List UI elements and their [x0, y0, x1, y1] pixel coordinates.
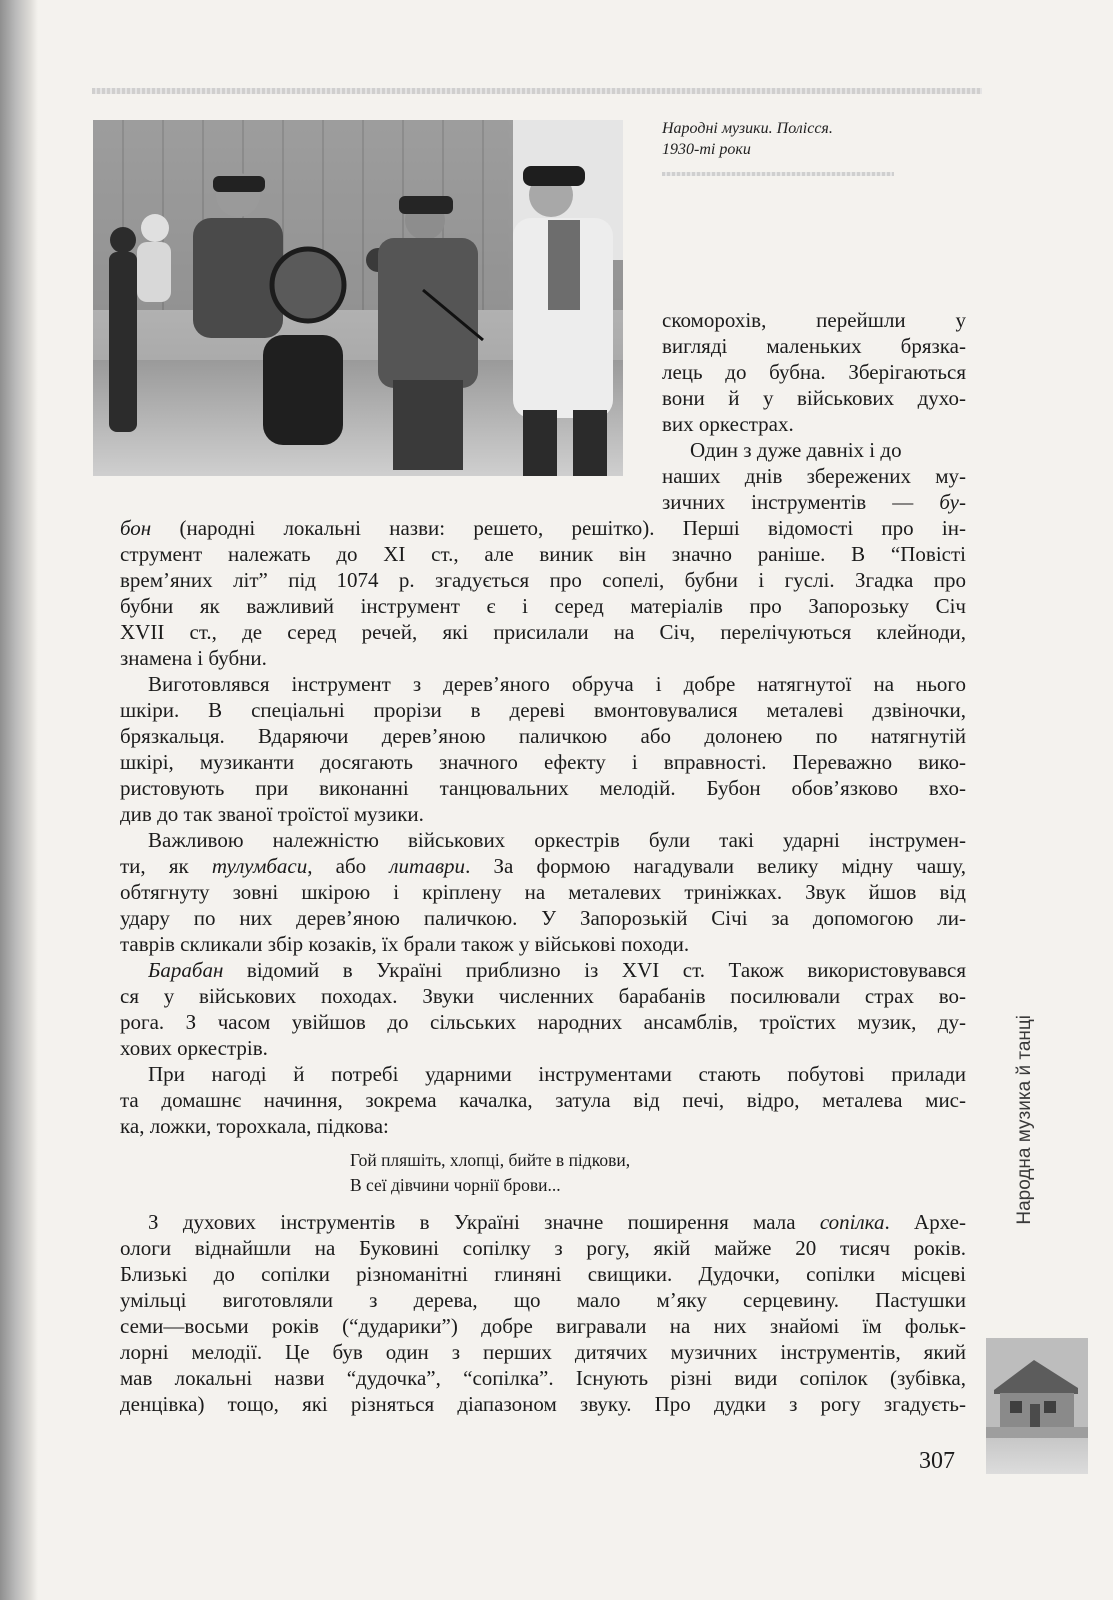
caption-rule: [662, 172, 894, 176]
p6-line-8: денцівка) тощо, які різняться діапазоном звуку. Про дудки з рогу згадуєть-: [120, 1392, 966, 1416]
term-baraban: Барабан: [148, 958, 224, 982]
p4-line-2: ся у військових походах. Звуки численних барабанів посилювали страх во-: [120, 984, 966, 1008]
narrow-line-5: вих оркестрах.: [662, 412, 794, 436]
narrow-line-3: лець до бубна. Зберігаються: [662, 360, 966, 384]
narrow-line-6: Один з дуже давніх і до: [690, 438, 902, 462]
p2-line-4: шкірі, музиканти досягають значного ефекту і вправності. Переважно вико-: [120, 750, 966, 774]
p1-line-3: врем’яних літ” під 1074 р. згадується про сопелі, бубни і гуслі. Згадка про: [120, 568, 966, 592]
verse-line-1: Гой пляшіть, хлопці, бийте в підкови,: [350, 1150, 631, 1170]
p6-line-1-a: З духових інструментів в Україні значне поширення мала: [148, 1210, 820, 1234]
p5-line-3: ка, ложки, торохкала, підкова:: [120, 1114, 389, 1138]
term-lytavry: литаври: [389, 854, 466, 878]
p1-line-1: [120, 515, 966, 541]
verse-line-2: В сеї дівчини чорнії брови...: [350, 1175, 561, 1195]
p6-line-4: умільці виготовляли з дерева, що мало м’яку серцевину. Пастушки: [120, 1288, 966, 1312]
narrow-line-8-italic: бу-: [939, 490, 966, 514]
section-thumb-strip: [986, 1438, 1088, 1474]
p2-line-3: брязкальця. Вдаряючи дерев’яною паличкою або долонею по натягнутій: [120, 724, 966, 748]
p3-line-3: обтягнуту зовні шкірою і кріплену на металевих триніжках. Звук йшов від: [120, 880, 966, 904]
narrow-line-7: наших днів збережених му-: [662, 464, 966, 488]
section-side-title-text: Народна музика й танці: [1014, 1015, 1035, 1225]
p2-line-5: ристовують при виконанні танцювальних мелодій. Бубон обов’язково вхо-: [120, 776, 966, 800]
page-number: 307: [919, 1448, 955, 1474]
p3-line-2-a: ти, як: [120, 854, 212, 878]
p2-line-2: шкіри. В спеціальні прорізи в дереві вмонтовувалися металеві дзвіночки,: [120, 698, 966, 722]
term-tulumbasy: тулумбаси: [211, 854, 308, 878]
p3-line-2: [120, 853, 966, 879]
p5-line-1: При нагоді й потребі ударними інструментами стають побутові прилади: [148, 1062, 966, 1086]
p1-line-1-rest: (народні локальні назви: решето, решітко). Перші відомості про ін-: [151, 516, 966, 540]
narrow-line-2: вигляді маленьких брязка-: [662, 334, 966, 358]
p2-line-1: Виготовлявся інструмент з дерев’яного обруча і добре натягнутої на нього: [148, 672, 966, 696]
p1-line-5: XVII ст., де серед речей, які присилали на Січ, перелічуються клейноди,: [120, 620, 966, 644]
term-sopilka: сопілка: [819, 1210, 885, 1234]
caption-line-1: Народні музики. Полісся.: [662, 120, 833, 137]
p1-line-6: знамена і бубни.: [120, 646, 267, 670]
p4-line-3: рога. З часом увійшов до сільських народних ансамблів, троїстих музик, ду-: [120, 1010, 966, 1034]
p4-line-1: [148, 957, 966, 983]
p4-line-4: хових оркестрів.: [120, 1036, 268, 1060]
p6-line-1: [148, 1209, 966, 1235]
p6-line-7: мав локальні назви “дудочка”, “сопілка”. Існують різні види сопілок (зубівка,: [120, 1366, 966, 1390]
folk-musicians-photo: [93, 120, 623, 476]
p3-line-2-b: , або: [307, 854, 390, 878]
p6-line-5: семи—восьми років (“дударики”) добре вигравали на них знайомі їм фольк-: [120, 1314, 966, 1338]
narrow-line-8: [662, 489, 966, 515]
header-rule: [92, 88, 982, 94]
section-thumb-house-image: [986, 1338, 1088, 1438]
p6-line-3: Близькі до сопілки різноманітні глиняні свищики. Дудочки, сопілки місцеві: [120, 1262, 966, 1286]
p3-line-4: удару по них дерев’яною паличкою. У Запорозькій Січі за допомогою ли-: [120, 906, 966, 930]
section-side-title: [1010, 1015, 1040, 1275]
p3-line-1: Важливою належністю військових оркестрів були такі ударні інструмен-: [148, 828, 966, 852]
term-bubon: бон: [120, 516, 152, 540]
narrow-line-8-text: зичних інструментів —: [662, 490, 940, 514]
narrow-line-1: скоморохів, перейшли у: [662, 308, 966, 332]
p3-line-5: таврів скликали збір козаків, їх брали також у військові походи.: [120, 932, 690, 956]
p6-line-2: ологи віднайшли на Буковині сопілку з рогу, якій майже 20 тисяч років.: [120, 1236, 966, 1260]
p1-line-2: струмент належать до XI ст., але виник він значно раніше. В “Повісті: [120, 542, 966, 566]
p3-line-2-c: . За формою нагадували велику мідну чашу,: [465, 854, 966, 878]
spine-shadow: [0, 0, 38, 1600]
photo-caption: [662, 118, 962, 160]
p6-line-6: лорні мелодії. Це був один з перших дитячих музичних інструментів, який: [120, 1340, 966, 1364]
p6-line-1-b: . Архе-: [884, 1210, 966, 1234]
p5-line-2: та домашнє начиння, зокрема качалка, затула від печі, відро, металева мис-: [120, 1088, 966, 1112]
p1-line-4: бубни як важливий інструмент є і серед матеріалів про Запорозьку Січ: [120, 594, 966, 618]
p2-line-6: див до так званої троїстої музики.: [120, 802, 424, 826]
p4-line-1-rest: відомий в Україні приблизно із XVI ст. Також використовувався: [223, 958, 966, 982]
narrow-line-4: вони й у військових духо-: [662, 386, 966, 410]
caption-line-2: 1930-ті роки: [662, 141, 751, 158]
